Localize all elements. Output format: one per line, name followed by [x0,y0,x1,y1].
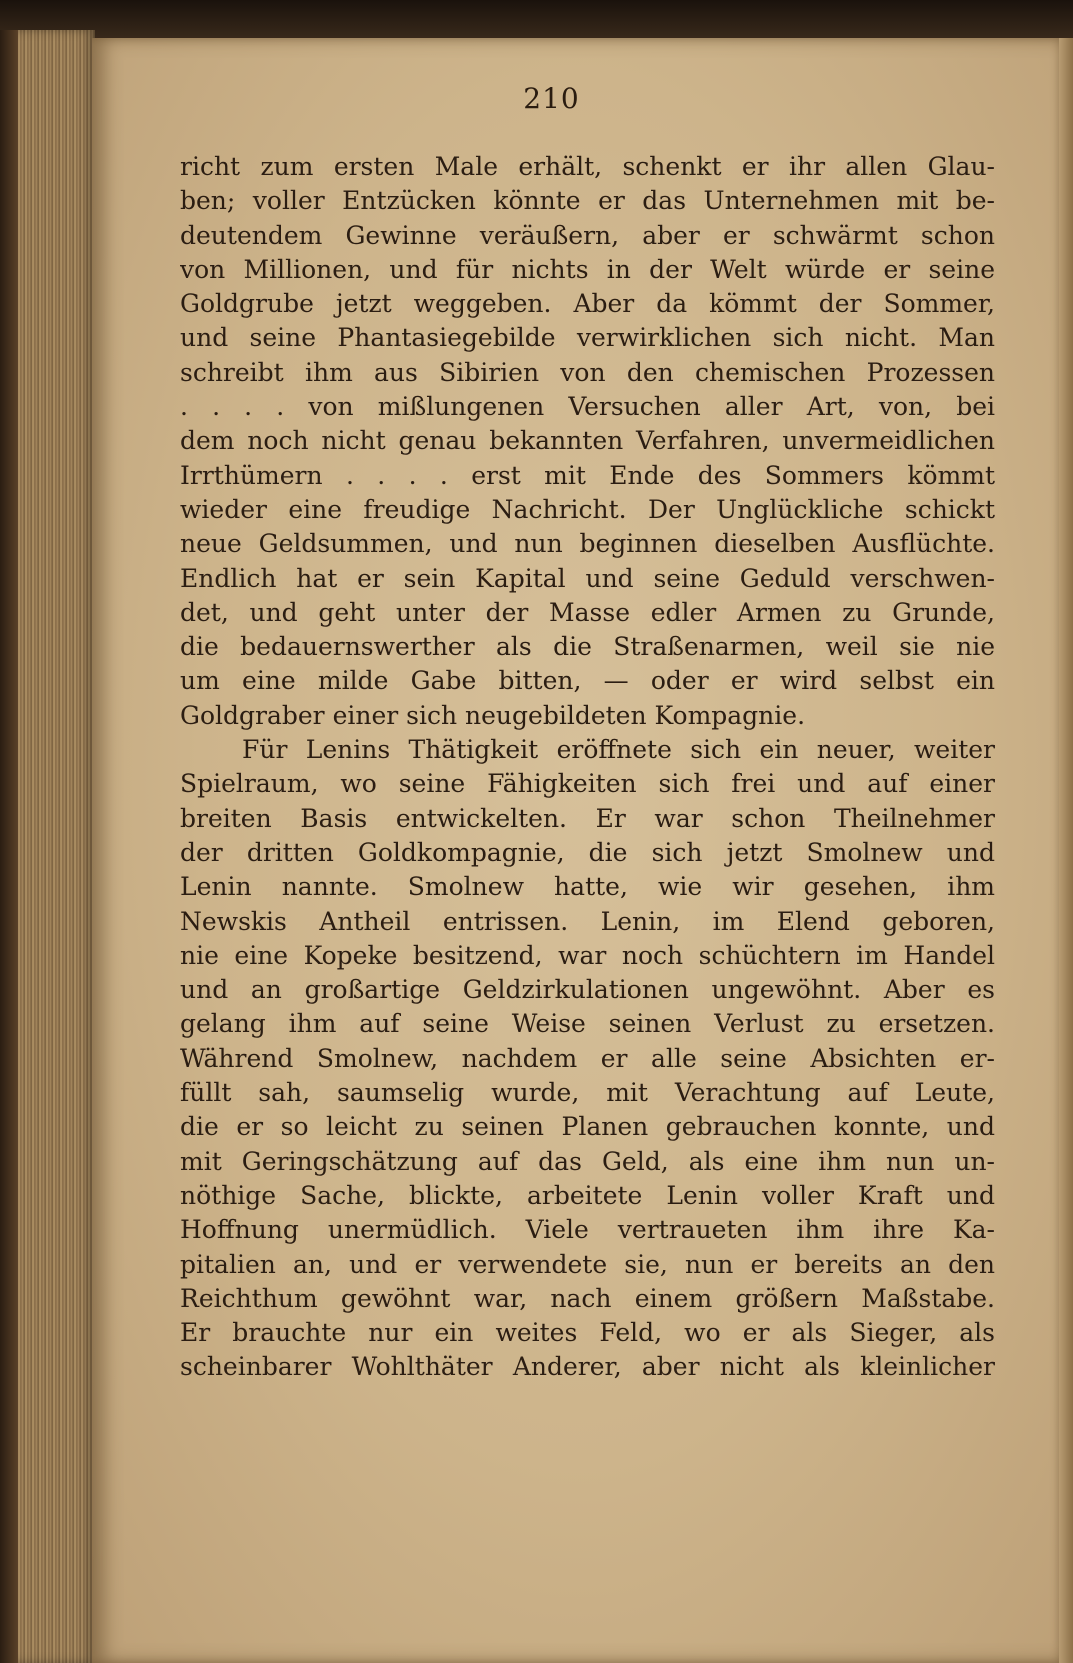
scanner-top-edge [0,0,1073,42]
text-line: det, und geht unter der Masse edler Armen zu Grunde, [180,597,995,627]
text-line: Irrthümern . . . . erst mit Ende des Sommers kömmt [180,460,995,490]
text-line: . . . . von mißlungenen Versuchen aller Art, von, bei [180,392,995,422]
text-line: nöthige Sache, blickte, arbeitete Lenin voller Kraft und [180,1180,995,1210]
text-line: wieder eine freudige Nachricht. Der Unglückliche schickt [180,494,995,524]
text-line: Hoffnung unermüdlich. Viele vertraueten ihm ihre Ka- [180,1215,995,1245]
page-right-edge [1059,38,1073,1663]
text-line: scheinbarer Wohlthäter Anderer, aber nicht als kleinlicher [180,1352,995,1382]
text-line: um eine milde Gabe bitten, — oder er wird selbst ein [180,666,995,696]
body-text [180,150,995,1385]
text-line: Für Lenins Thätigkeit eröffnete sich ein neuer, weiter [242,735,995,765]
text-line: der dritten Goldkompagnie, die sich jetzt Smolnew und [180,837,995,867]
text-line: ben; voller Entzücken könnte er das Unternehmen mit be- [180,186,995,216]
page-number: 210 [523,82,580,115]
text-line: schreibt ihm aus Sibirien von den chemischen Prozessen [180,357,995,387]
text-line: von Millionen, und für nichts in der Welt würde er seine [180,254,995,284]
text-line: und an großartige Geldzirkulationen ungewöhnt. Aber es [180,975,995,1005]
text-line: breiten Basis entwickelten. Er war schon Theilnehmer [180,803,995,833]
text-line: Er brauchte nur ein weites Feld, wo er als Sieger, als [180,1318,995,1348]
text-line: Spielraum, wo seine Fähigkeiten sich frei und auf einer [180,769,995,799]
text-line: die er so leicht zu seinen Planen gebrauchen konnte, und [180,1112,995,1142]
text-line: und seine Phantasiegebilde verwirklichen sich nicht. Man [180,323,995,353]
text-line: Goldgrube jetzt weggeben. Aber da kömmt der Sommer, [180,289,995,319]
text-line: dem noch nicht genau bekannten Verfahren, unvermeidlichen [180,426,995,456]
text-line: deutendem Gewinne veräußern, aber er schwärmt schon [180,220,995,250]
text-line: pitalien an, und er verwendete sie, nun er bereits an den [180,1249,995,1279]
text-line: füllt sah, saumselig wurde, mit Verachtung auf Leute, [180,1078,995,1108]
text-line: Reichthum gewöhnt war, nach einem größern Maßstabe. [180,1283,995,1313]
text-line: Lenin nannte. Smolnew hatte, wie wir gesehen, ihm [180,872,995,902]
text-line: Goldgraber einer sich neugebildeten Kompagnie. [180,700,806,730]
text-line: neue Geldsummen, und nun beginnen dieselben Ausflüchte. [180,529,995,559]
text-line: richt zum ersten Male erhält, schenkt er ihr allen Glau- [180,152,995,181]
text-line: mit Geringschätzung auf das Geld, als eine ihm nun un- [180,1146,995,1176]
text-line: Endlich hat er sein Kapital und seine Geduld verschwen- [180,563,995,593]
text-line: Während Smolnew, nachdem er alle seine Absichten er- [180,1043,995,1073]
text-line: die bedauernswerther als die Straßenarmen, weil sie nie [180,632,995,662]
text-line: gelang ihm auf seine Weise seinen Verlust zu ersetzen. [180,1009,995,1039]
book-spine [0,30,18,1663]
text-line: Newskis Antheil entrissen. Lenin, im Elend geboren, [180,906,995,936]
text-line: nie eine Kopeke besitzend, war noch schüchtern im Handel [180,940,995,970]
